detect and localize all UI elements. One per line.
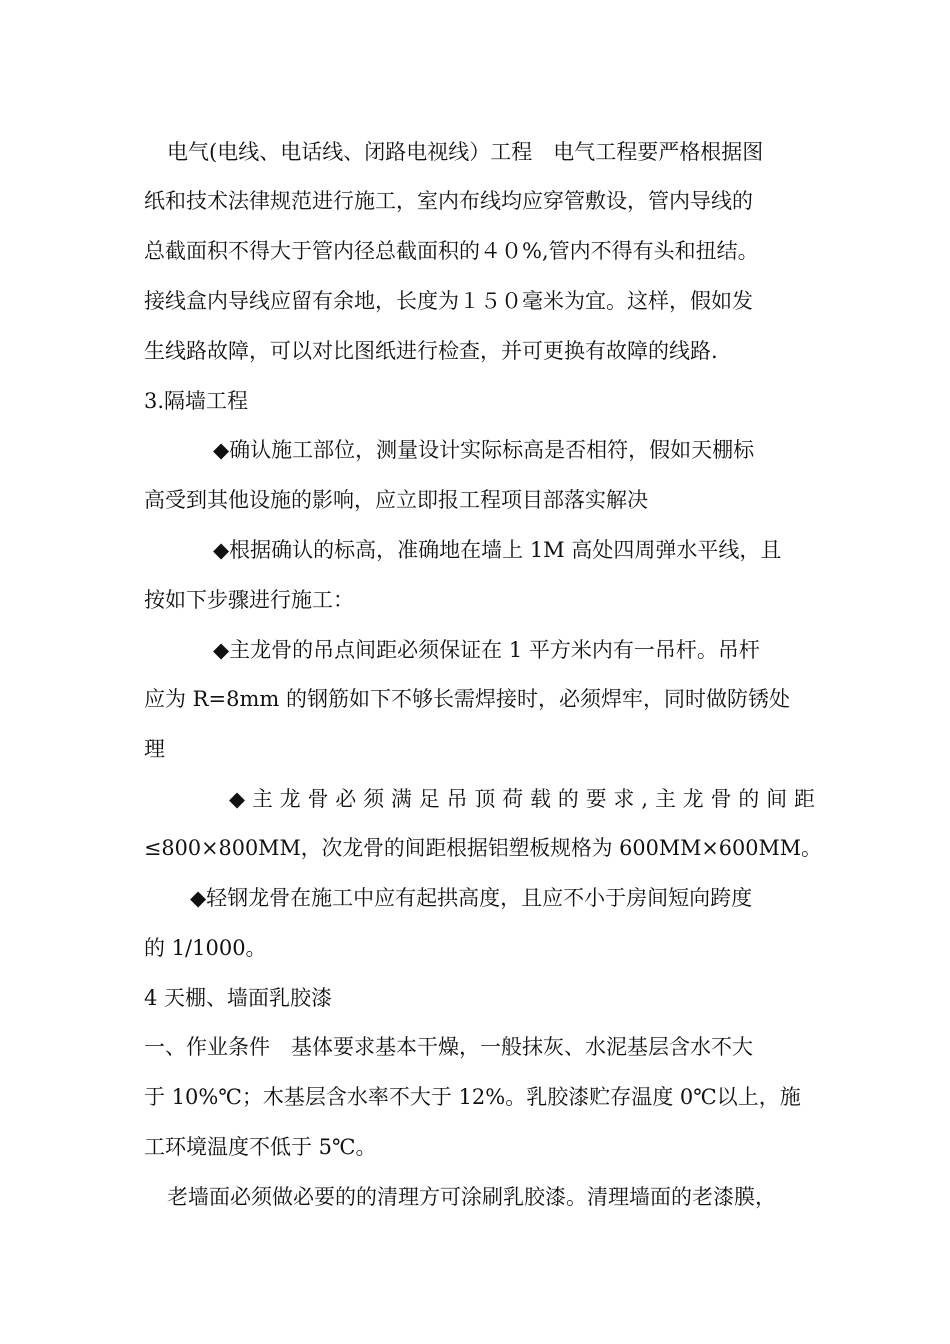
paragraph-line: 纸和技术法律规范进行施工，室内布线均应穿管敷设，管内导线的 [144, 189, 753, 213]
paragraph-line: 按如下步骤进行施工： [144, 588, 354, 612]
paragraph-line: 接线盒内导线应留有余地，长度为１５０毫米为宜。这样，假如发 [144, 289, 753, 313]
paragraph-line: 生线路故障，可以对比图纸进行检查，并可更换有故障的线路. [144, 339, 718, 363]
paragraph-line: 一、作业条件 基体要求基本干燥，一般抹灰、水泥基层含水不大 [144, 1035, 753, 1059]
paragraph-line: 于 10%℃；木基层含水率不大于 12%。乳胶漆贮存温度 0℃以上，施 [144, 1085, 801, 1109]
paragraph-line: ≤800×800MM，次龙骨的间距根据铝塑板规格为 600MM×600MM。 [144, 836, 822, 860]
paragraph-line: 总截面积不得大于管内径总截面积的４０%,管内不得有头和扭结。 [144, 239, 759, 263]
paragraph-line: 高受到其他设施的影响，应立即报工程项目部落实解决 [144, 488, 648, 512]
section-heading: 3.隔墙工程 [144, 389, 249, 413]
paragraph-line: 电气(电线、电话线、闭路电视线）工程 电气工程要严格根据图 [167, 140, 764, 164]
bullet-line: ◆主龙骨的吊点间距必须保证在 1 平方米内有一吊杆。吊杆 [213, 638, 760, 662]
paragraph-line: 老墙面必须做必要的的清理方可涂刷乳胶漆。清理墙面的老漆膜， [167, 1185, 776, 1209]
paragraph-line: 应为 R=8mm 的钢筋如下不够长需焊接时，必须焊牢，同时做防锈处 [144, 687, 790, 711]
paragraph-line: 理 [144, 737, 165, 761]
bullet-line: ◆轻钢龙骨在施工中应有起拱高度，且应不小于房间短向跨度 [190, 886, 753, 910]
bullet-line: ◆主龙骨必须满足吊顶荷载的要求,主龙骨的间距 [229, 787, 822, 811]
paragraph-line: 工环境温度不低于 5℃。 [144, 1135, 377, 1159]
bullet-line: ◆根据确认的标高，准确地在墙上 1M 高处四周弹水平线，且 [213, 538, 782, 562]
bullet-line: ◆确认施工部位，测量设计实际标高是否相符，假如天棚标 [213, 438, 755, 462]
paragraph-line: 的 1/1000。 [144, 936, 267, 960]
section-heading: 4 天棚、墙面乳胶漆 [144, 986, 333, 1010]
